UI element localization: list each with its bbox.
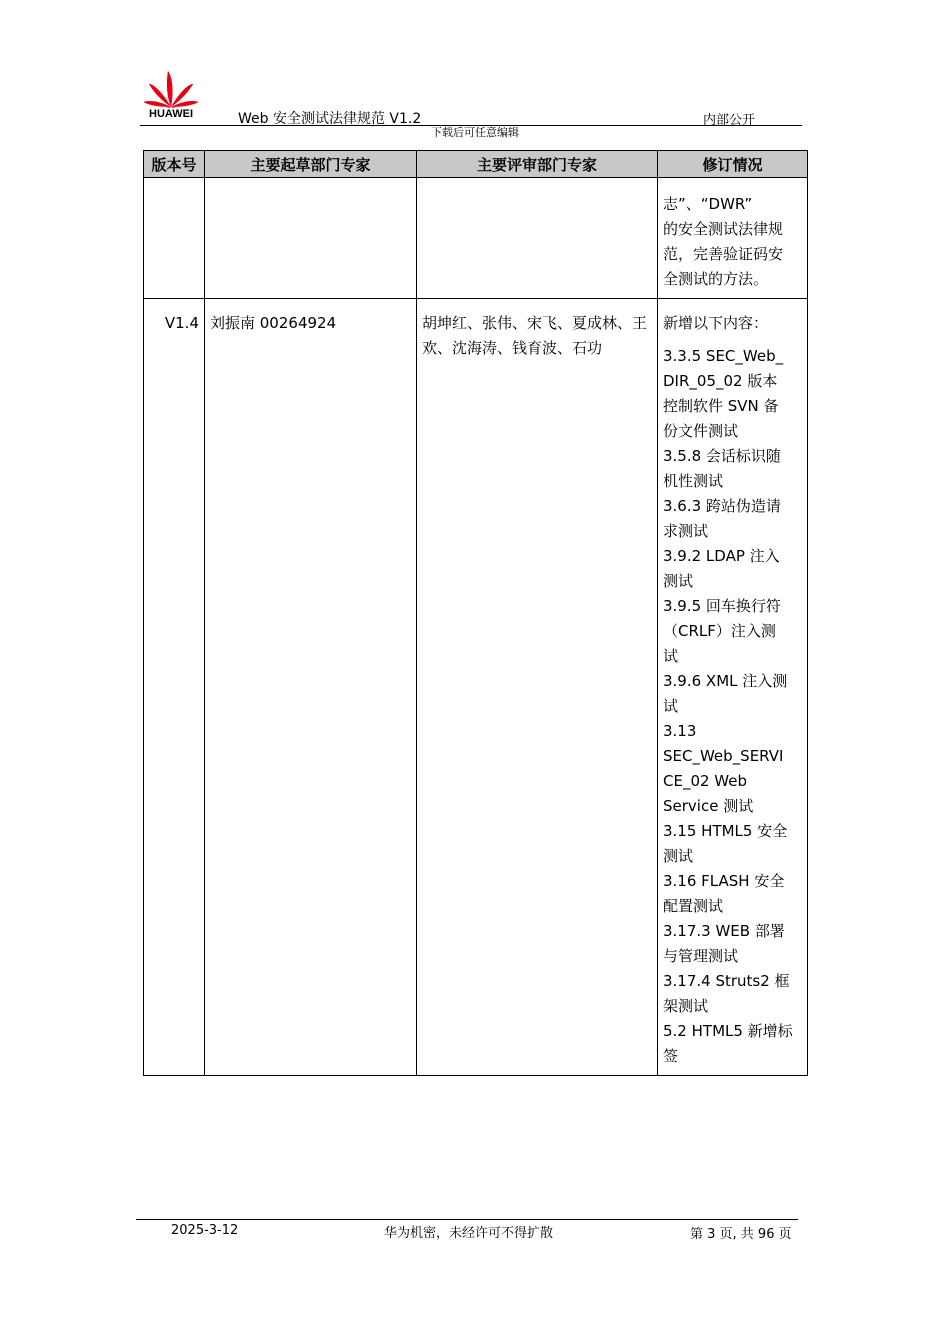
revision-line: 份文件测试 [663, 422, 739, 440]
reviewers-cell [417, 178, 658, 299]
table-header-row [144, 151, 808, 178]
revision-line: 测试 [663, 847, 694, 865]
footer-divider [136, 1219, 798, 1220]
revision-line: （CRLF）注入测 [663, 622, 776, 640]
revision-line: 求测试 [663, 522, 709, 540]
drafters-cell: 刘振南 00264924 [205, 299, 417, 1076]
revision-line: 3.9.6 XML 注入测 [663, 672, 788, 690]
revision-line: 5.2 HTML5 新增标 [663, 1022, 793, 1040]
revision-table [143, 150, 808, 1076]
revision-line: 机性测试 [663, 472, 724, 490]
column-header-reviewers: 主要评审部门专家 [417, 151, 658, 178]
revision-line: DIR_05_02 版本 [663, 372, 778, 390]
column-header-drafters: 主要起草部门专家 [205, 151, 417, 178]
revision-line: 3.6.3 跨站伪造请 [663, 497, 781, 515]
footer-page-number: 第 3 页, 共 96 页 [690, 1227, 792, 1242]
revision-line: 3.9.2 LDAP 注入 [663, 547, 780, 565]
revision-line: Service 测试 [663, 797, 754, 815]
revision-line: 3.13 [663, 722, 697, 740]
classification-label: 内部公开 [703, 113, 756, 128]
revision-line: 试 [663, 697, 679, 715]
column-header-version: 版本号 [144, 151, 205, 178]
revision-line: 控制软件 SVN 备 [663, 397, 779, 415]
revision-line: 试 [663, 647, 679, 665]
revision-line: 3.15 HTML5 安全 [663, 822, 788, 840]
huawei-petal-icon [144, 66, 198, 108]
version-cell: V1.4 [144, 299, 205, 1076]
reviewers-cell: 胡坤红、张伟、宋飞、夏成林、王欢、沈海涛、钱育波、石功 [417, 299, 658, 1076]
revision-line: 志”、“DWR” [663, 195, 753, 213]
logo-text: HUAWEI [149, 108, 193, 120]
revision-line: 3.5.8 会话标识随 [663, 447, 781, 465]
footer-date: 2025-3-12 [171, 1223, 239, 1238]
huawei-logo [140, 66, 202, 124]
drafters-cell [205, 178, 417, 299]
revision-line: 架测试 [663, 997, 709, 1015]
revision-line: 范，完善验证码安 [663, 245, 784, 263]
revision-line: CE_02 Web [663, 772, 748, 790]
revision-cell [658, 178, 808, 299]
revision-line: 3.17.3 WEB 部署 [663, 922, 785, 940]
revision-line: 3.16 FLASH 安全 [663, 872, 785, 890]
header-subtitle: 下载后可任意编辑 [431, 126, 519, 139]
revision-cell [658, 299, 808, 1076]
revision-intro: 新增以下内容： [663, 314, 769, 332]
revision-line: 3.9.5 回车换行符 [663, 597, 781, 615]
revision-line: 3.17.4 Struts2 框 [663, 972, 790, 990]
revision-line: 测试 [663, 572, 694, 590]
footer-confidential: 华为机密，未经许可不得扩散 [384, 1226, 554, 1241]
column-header-revision: 修订情况 [658, 151, 808, 178]
table-row [144, 178, 808, 299]
revision-line: SEC_Web_SERVI [663, 747, 784, 765]
revision-line: 与管理测试 [663, 947, 739, 965]
revision-line: 全测试的方法。 [663, 270, 769, 288]
revision-line: 的安全测试法律规 [663, 220, 784, 238]
table-row [144, 299, 808, 1076]
version-cell [144, 178, 205, 299]
document-title: Web 安全测试法律规范 V1.2 [238, 111, 422, 127]
revision-line: 签 [663, 1047, 679, 1065]
revision-line: 3.3.5 SEC_Web_ [663, 347, 784, 365]
revision-line: 配置测试 [663, 897, 724, 915]
